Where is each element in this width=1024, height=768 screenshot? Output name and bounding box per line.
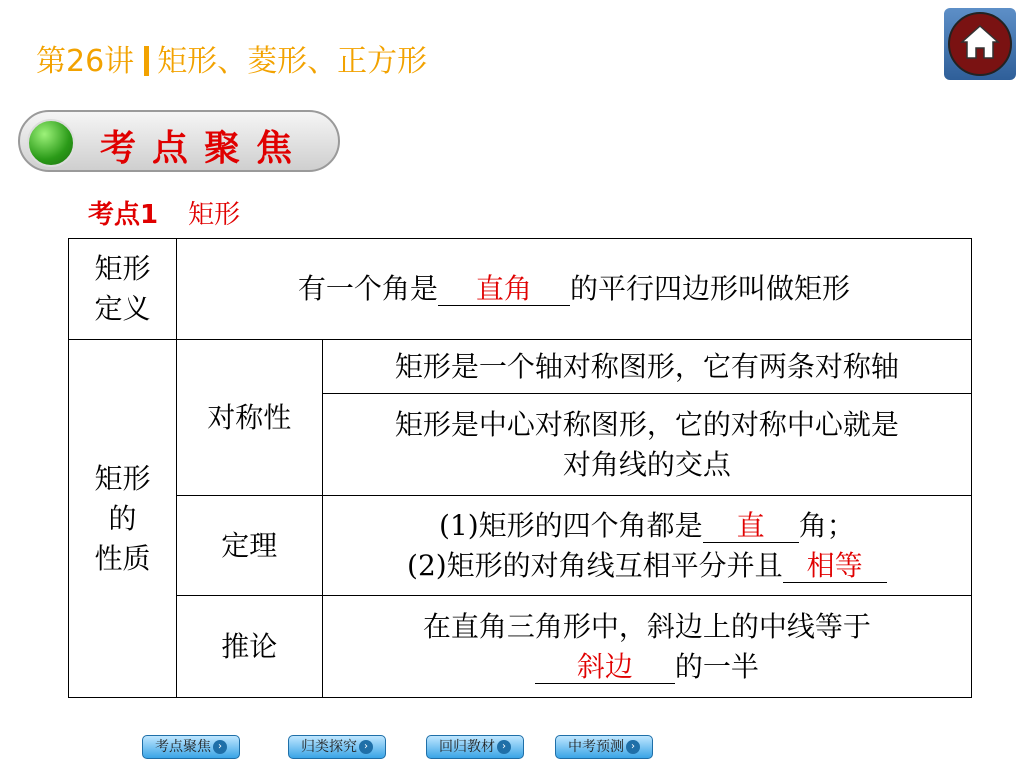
topic-number: 考点1	[88, 200, 159, 230]
lecture-number: 第26讲	[36, 44, 135, 79]
home-button[interactable]	[944, 8, 1016, 80]
theorem-label: 定理	[176, 496, 322, 596]
title-separator	[144, 46, 149, 76]
arrow-right-icon: ›	[359, 740, 373, 754]
nav-focus-button[interactable]: 考点聚焦 ›	[142, 735, 240, 759]
arrow-right-icon: ›	[626, 740, 640, 754]
answer-blank-right-angle: 直角	[438, 273, 570, 306]
answer-blank-equal: 相等	[783, 550, 887, 583]
properties-label: 矩形 的 性质	[69, 340, 177, 698]
symmetry-center-text: 矩形是中心对称图形，它的对称中心就是 对角线的交点	[322, 394, 971, 496]
green-ball-icon	[27, 119, 75, 167]
corollary-row	[69, 596, 972, 698]
section-pill-label: 考点聚焦	[100, 127, 309, 169]
section-pill	[18, 110, 340, 172]
corollary-content: 在直角三角形中，斜边上的中线等于 斜边 的一半	[322, 596, 971, 698]
answer-blank-right: 直	[703, 510, 799, 543]
topic-subheading	[88, 194, 240, 231]
lecture-topic: 矩形、菱形、正方形	[157, 44, 428, 79]
arrow-right-icon: ›	[213, 740, 227, 754]
theorem-content: (1)矩形的四个角都是 直 角； (2)矩形的对角线互相平分并且 相等	[322, 496, 971, 596]
lecture-title	[36, 36, 427, 80]
topic-name: 矩形	[188, 200, 241, 230]
symmetry-row-a	[69, 340, 972, 394]
rectangle-table	[68, 238, 972, 698]
symmetry-axis-text: 矩形是一个轴对称图形，它有两条对称轴	[322, 340, 971, 394]
definition-label: 矩形 定义	[69, 239, 177, 340]
answer-blank-hypotenuse: 斜边	[535, 651, 675, 684]
theorem-row	[69, 496, 972, 596]
nav-explore-button[interactable]: 归类探究 ›	[288, 735, 386, 759]
home-icon	[958, 22, 1002, 62]
corollary-label: 推论	[176, 596, 322, 698]
definition-row	[69, 239, 972, 340]
nav-forecast-button[interactable]: 中考预测 ›	[555, 735, 653, 759]
symmetry-label: 对称性	[176, 340, 322, 496]
arrow-right-icon: ›	[497, 740, 511, 754]
definition-content: 有一个角是 直角 的平行四边形叫做矩形	[176, 239, 971, 340]
nav-textbook-button[interactable]: 回归教材 ›	[426, 735, 524, 759]
